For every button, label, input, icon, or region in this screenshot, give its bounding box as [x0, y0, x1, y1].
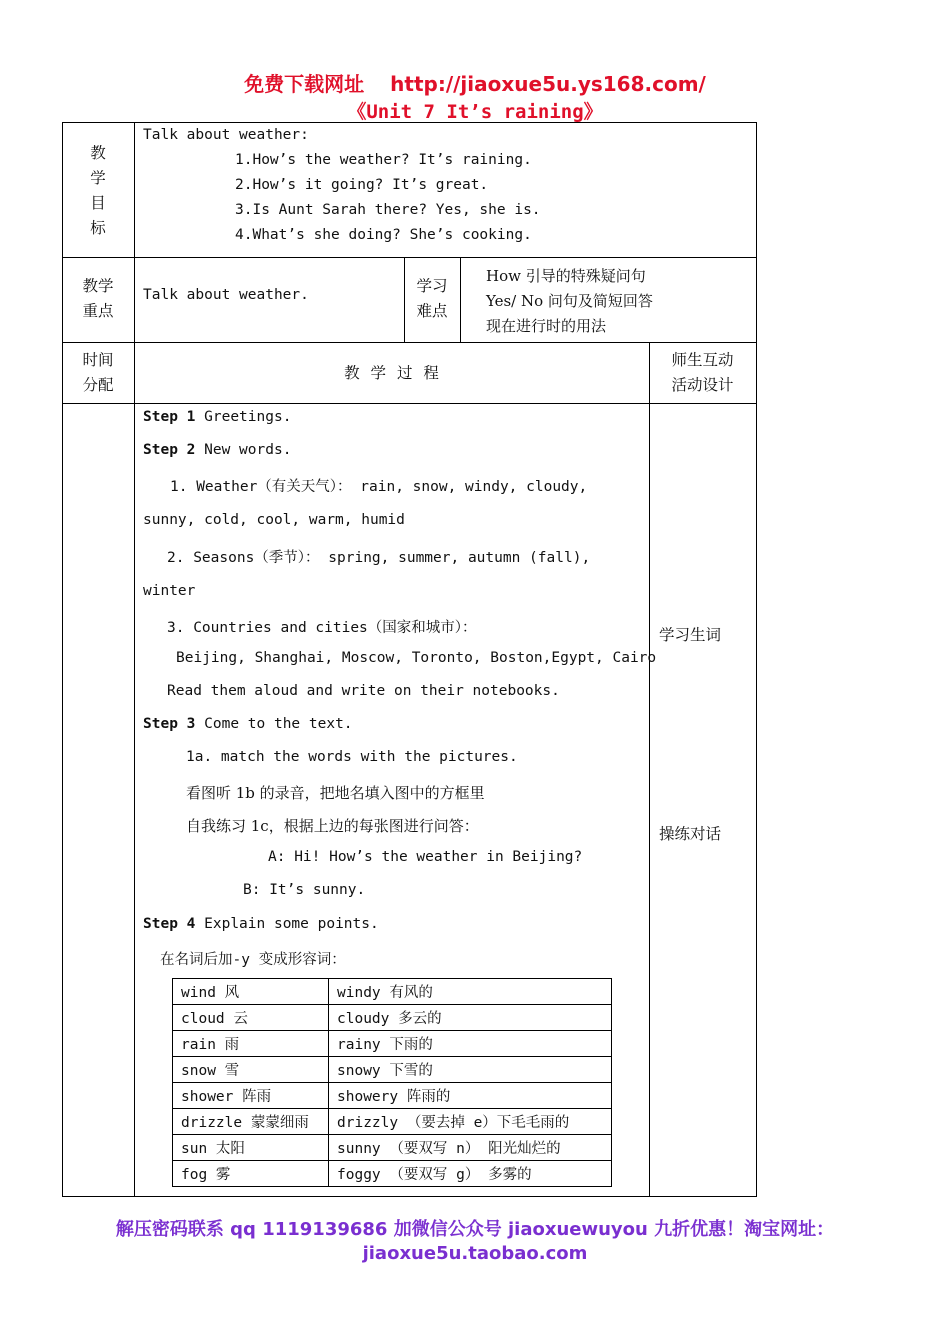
table-row	[173, 1031, 612, 1057]
objective-item: 3.Is Aunt Sarah there? Yes, she is.	[235, 202, 541, 218]
step-text: Come to the text.	[204, 716, 353, 732]
step-label: Step 1	[143, 409, 196, 425]
focus-label	[62, 274, 134, 324]
adjective-cell: snowy 下雪的	[329, 1057, 612, 1083]
objective-item: 1.How’s the weather? It’s raining.	[235, 152, 532, 168]
step-text: Greetings.	[204, 409, 292, 425]
noun-cell: snow 雪	[173, 1057, 329, 1083]
step-2	[143, 442, 291, 458]
table-row	[173, 1057, 612, 1083]
adjective-cell: rainy 下雨的	[329, 1031, 612, 1057]
objective-item: 4.What’s she doing? She’s cooking.	[235, 227, 532, 243]
step-3-task: 看图听 1b 的录音，把地名填入图中的方框里	[186, 784, 485, 802]
objectives-intro: Talk about weather:	[143, 127, 309, 143]
noun-cell: shower 阵雨	[173, 1083, 329, 1109]
design-header-line: 活动设计	[671, 376, 734, 394]
footer-contact: 解压密码联系 qq 1119139686 加微信公众号 jiaoxuewuyou 九折优惠！淘宝网址：jiaoxue5u.taobao.com	[115, 1219, 835, 1264]
adjective-cell: sunny （要双写 n） 阳光灿烂的	[329, 1135, 612, 1161]
table-row	[173, 979, 612, 1005]
difficulty-item: How 引导的特殊疑问句	[486, 267, 646, 285]
adjective-cell: foggy （要双写 g） 多雾的	[329, 1161, 612, 1187]
download-url-link[interactable]: http://jiaoxue5u.ys168.com/	[390, 72, 706, 96]
step-1	[143, 409, 291, 425]
step-3-task: 自我练习 1c，根据上边的每张图进行问答：	[186, 817, 479, 835]
side-note-dialogue: 操练对话	[659, 825, 722, 843]
noun-adjective-table	[172, 978, 612, 1187]
objectives-label-char: 标	[90, 219, 106, 237]
step-text: New words.	[204, 442, 292, 458]
free-download-label: 免费下载网址	[244, 72, 365, 96]
weather-words-cont: sunny, cold, cool, warm, humid	[143, 512, 405, 528]
step-4	[143, 916, 379, 932]
side-note-vocab: 学习生词	[659, 626, 722, 644]
city-words: Beijing, Shanghai, Moscow, Toronto, Boston,Egypt, Cairo	[176, 650, 657, 666]
adjective-cell: drizzly （要去掉 e）下毛毛雨的	[329, 1109, 612, 1135]
time-header-line: 时间	[82, 351, 114, 369]
objectives-label-char: 教	[90, 144, 106, 162]
step-4-note: 在名词后加-y 变成形容词：	[160, 952, 346, 968]
adjective-cell: showery 阵雨的	[329, 1083, 612, 1109]
table-row	[173, 1109, 612, 1135]
objectives-label-char: 学	[90, 169, 106, 187]
step-3-task: 1a. match the words with the pictures.	[186, 749, 518, 765]
country-words: 3. Countries and cities（国家和城市）：	[167, 620, 477, 636]
step-text: Explain some points.	[204, 916, 379, 932]
document-title: 《Unit 7 It’s raining》	[347, 101, 603, 123]
noun-cell: wind 风	[173, 979, 329, 1005]
focus-label-line: 教学	[82, 277, 114, 295]
download-banner	[0, 68, 950, 97]
season-words-cont: winter	[143, 583, 196, 599]
noun-cell: rain 雨	[173, 1031, 329, 1057]
difficulty-label	[404, 274, 460, 324]
adjective-cell: cloudy 多云的	[329, 1005, 612, 1031]
time-header-line: 分配	[82, 376, 114, 394]
difficulty-label-line: 难点	[416, 302, 448, 320]
noun-cell: drizzle 蒙蒙细雨	[173, 1109, 329, 1135]
design-header-line: 师生互动	[671, 351, 734, 369]
noun-cell: sun 太阳	[173, 1135, 329, 1161]
step-label: Step 2	[143, 442, 196, 458]
objective-item: 2.How’s it going? It’s great.	[235, 177, 489, 193]
table-row	[173, 1135, 612, 1161]
table-row	[173, 1005, 612, 1031]
step-label: Step 3	[143, 716, 196, 732]
step-label: Step 4	[143, 916, 196, 932]
focus-text: Talk about weather.	[143, 287, 309, 303]
weather-words: 1. Weather（有关天气）： rain, snow, windy, cloudy,	[170, 479, 588, 495]
noun-cell: cloud 云	[173, 1005, 329, 1031]
dialogue-line-b: B: It’s sunny.	[243, 882, 366, 898]
process-header: 教 学 过 程	[344, 364, 439, 382]
dialogue-line-a: A: Hi! How’s the weather in Beijing?	[268, 849, 583, 865]
difficulty-label-line: 学习	[416, 277, 448, 295]
activity-design-header	[649, 348, 756, 398]
objectives-label-char: 目	[90, 194, 106, 212]
table-row	[173, 1083, 612, 1109]
objectives-label	[62, 141, 134, 241]
time-allocation-header	[62, 348, 134, 398]
table-row	[173, 1161, 612, 1187]
season-words: 2. Seasons（季节）： spring, summer, autumn (fall),	[167, 550, 591, 566]
difficulty-item: 现在进行时的用法	[486, 317, 607, 335]
adjective-cell: windy 有风的	[329, 979, 612, 1005]
read-aloud-text: Read them aloud and write on their notebooks.	[167, 683, 560, 699]
focus-label-line: 重点	[82, 302, 114, 320]
noun-cell: fog 雾	[173, 1161, 329, 1187]
step-3	[143, 716, 353, 732]
difficulty-item: Yes/ No 问句及简短回答	[486, 292, 653, 310]
